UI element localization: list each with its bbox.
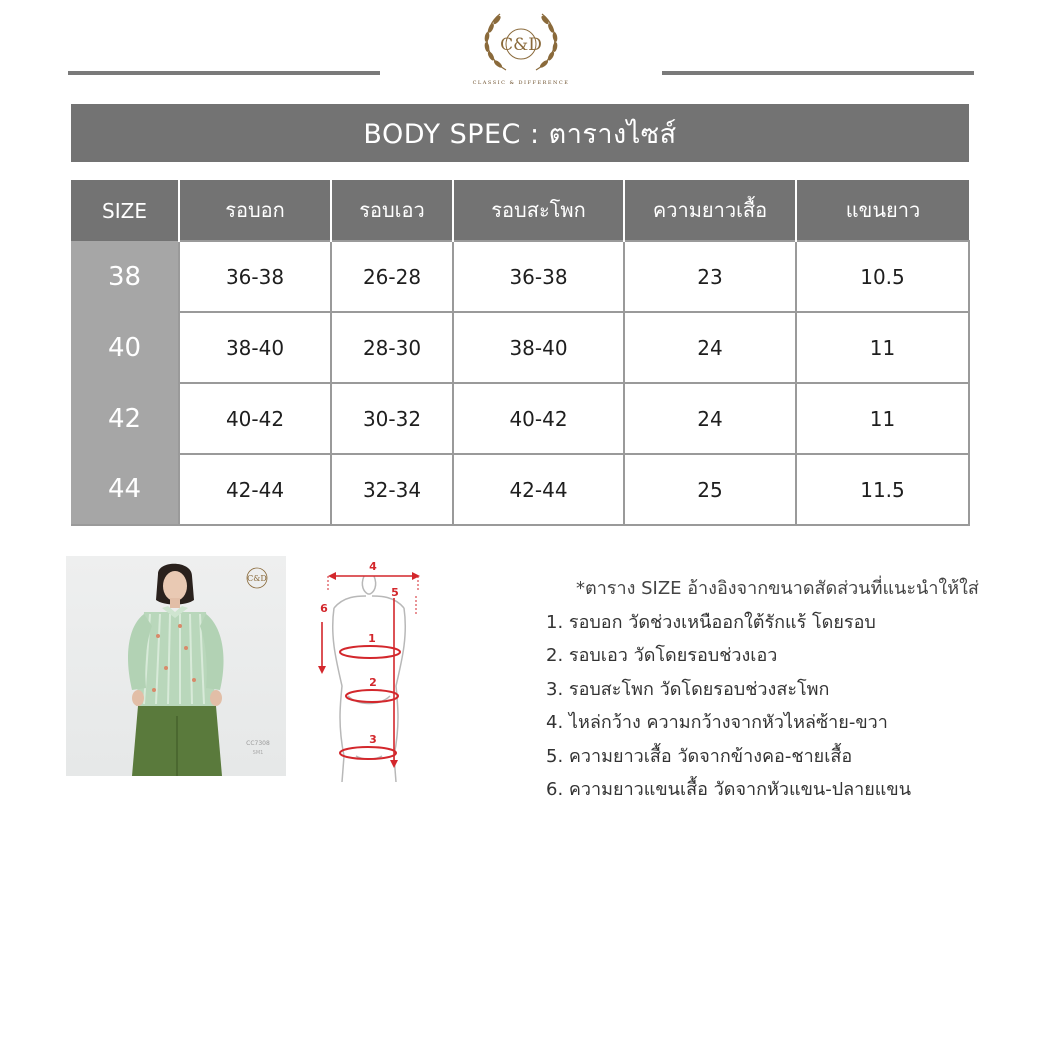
sleeve-cell: 10.5 — [796, 241, 969, 312]
marker-4: 4 — [369, 560, 377, 573]
length-cell: 25 — [624, 454, 796, 525]
size-cell: 38 — [71, 241, 179, 312]
product-photo — [66, 556, 286, 776]
chest-cell: 38-40 — [179, 312, 331, 383]
note-item-shoulder: 4. ไหล่กว้าง ความกว้างจากหัวไหล่ซ้าย-ขวา — [546, 712, 888, 733]
logo-monogram: C&D — [500, 35, 542, 55]
header-length: ความยาวเสื้อ — [624, 180, 796, 241]
note-item-sleeve: 6. ความยาวแขนเสื้อ วัดจากหัวแขน-ปลายแขน — [546, 779, 912, 800]
table-row — [71, 312, 969, 383]
sleeve-cell: 11.5 — [796, 454, 969, 525]
mannequin-icon — [314, 556, 424, 788]
brand-tagline: CLASSIC & DIFFERENCE — [472, 80, 570, 86]
marker-1: 1 — [368, 632, 376, 645]
table-header-row — [71, 180, 969, 241]
chest-cell: 36-38 — [179, 241, 331, 312]
header-hip: รอบสะโพก — [453, 180, 624, 241]
page-title-text: BODY SPEC : ตารางไซส์ — [363, 118, 677, 150]
header-rule-right — [662, 71, 974, 75]
size-cell: 40 — [71, 312, 179, 383]
length-cell: 23 — [624, 241, 796, 312]
sleeve-cell: 11 — [796, 383, 969, 454]
table-row — [71, 454, 969, 525]
hip-cell: 36-38 — [453, 241, 624, 312]
marker-6: 6 — [320, 602, 328, 615]
marker-2: 2 — [369, 676, 377, 689]
table-row — [71, 241, 969, 312]
brand-logo — [466, 4, 576, 92]
hip-cell: 42-44 — [453, 454, 624, 525]
hip-cell: 38-40 — [453, 312, 624, 383]
length-cell: 24 — [624, 312, 796, 383]
size-cell: 42 — [71, 383, 179, 454]
size-cell: 44 — [71, 454, 179, 525]
note-item-waist: 2. รอบเอว วัดโดยรอบช่วงเอว — [546, 645, 778, 666]
note-item-length: 5. ความยาวเสื้อ วัดจากข้างคอ-ชายเสื้อ — [546, 745, 853, 767]
length-cell: 24 — [624, 383, 796, 454]
chest-cell: 42-44 — [179, 454, 331, 525]
notes-header: *ตาราง SIZE อ้างอิงจากขนาดสัดส่วนที่แนะนำให้ใส่ — [576, 578, 979, 599]
model-illustration — [66, 556, 286, 776]
table-row — [71, 383, 969, 454]
hip-cell: 40-42 — [453, 383, 624, 454]
header-size: SIZE — [71, 180, 179, 241]
page-title — [71, 104, 969, 162]
marker-3: 3 — [369, 733, 377, 746]
chest-cell: 40-42 — [179, 383, 331, 454]
photo-code: CC7308 — [246, 740, 270, 747]
laurel-wreath-icon — [466, 4, 576, 80]
marker-5: 5 — [391, 586, 399, 599]
header-rule-left — [68, 71, 380, 75]
measurement-notes — [546, 572, 986, 807]
sleeve-cell: 11 — [796, 312, 969, 383]
header-sleeve: แขนยาว — [796, 180, 969, 241]
waist-cell: 28-30 — [331, 312, 453, 383]
waist-cell: 30-32 — [331, 383, 453, 454]
photo-logo: C&D — [247, 574, 267, 583]
size-table — [71, 180, 970, 526]
photo-size: SM1 — [252, 750, 264, 756]
header-waist: รอบเอว — [331, 180, 453, 241]
note-item-hip: 3. รอบสะโพก วัดโดยรอบช่วงสะโพก — [546, 678, 830, 700]
waist-cell: 32-34 — [331, 454, 453, 525]
measurement-diagram — [314, 556, 424, 788]
header-chest: รอบอก — [179, 180, 331, 241]
note-item-chest: 1. รอบอก วัดช่วงเหนืออกใต้รักแร้ โดยรอบ — [546, 611, 876, 633]
waist-cell: 26-28 — [331, 241, 453, 312]
